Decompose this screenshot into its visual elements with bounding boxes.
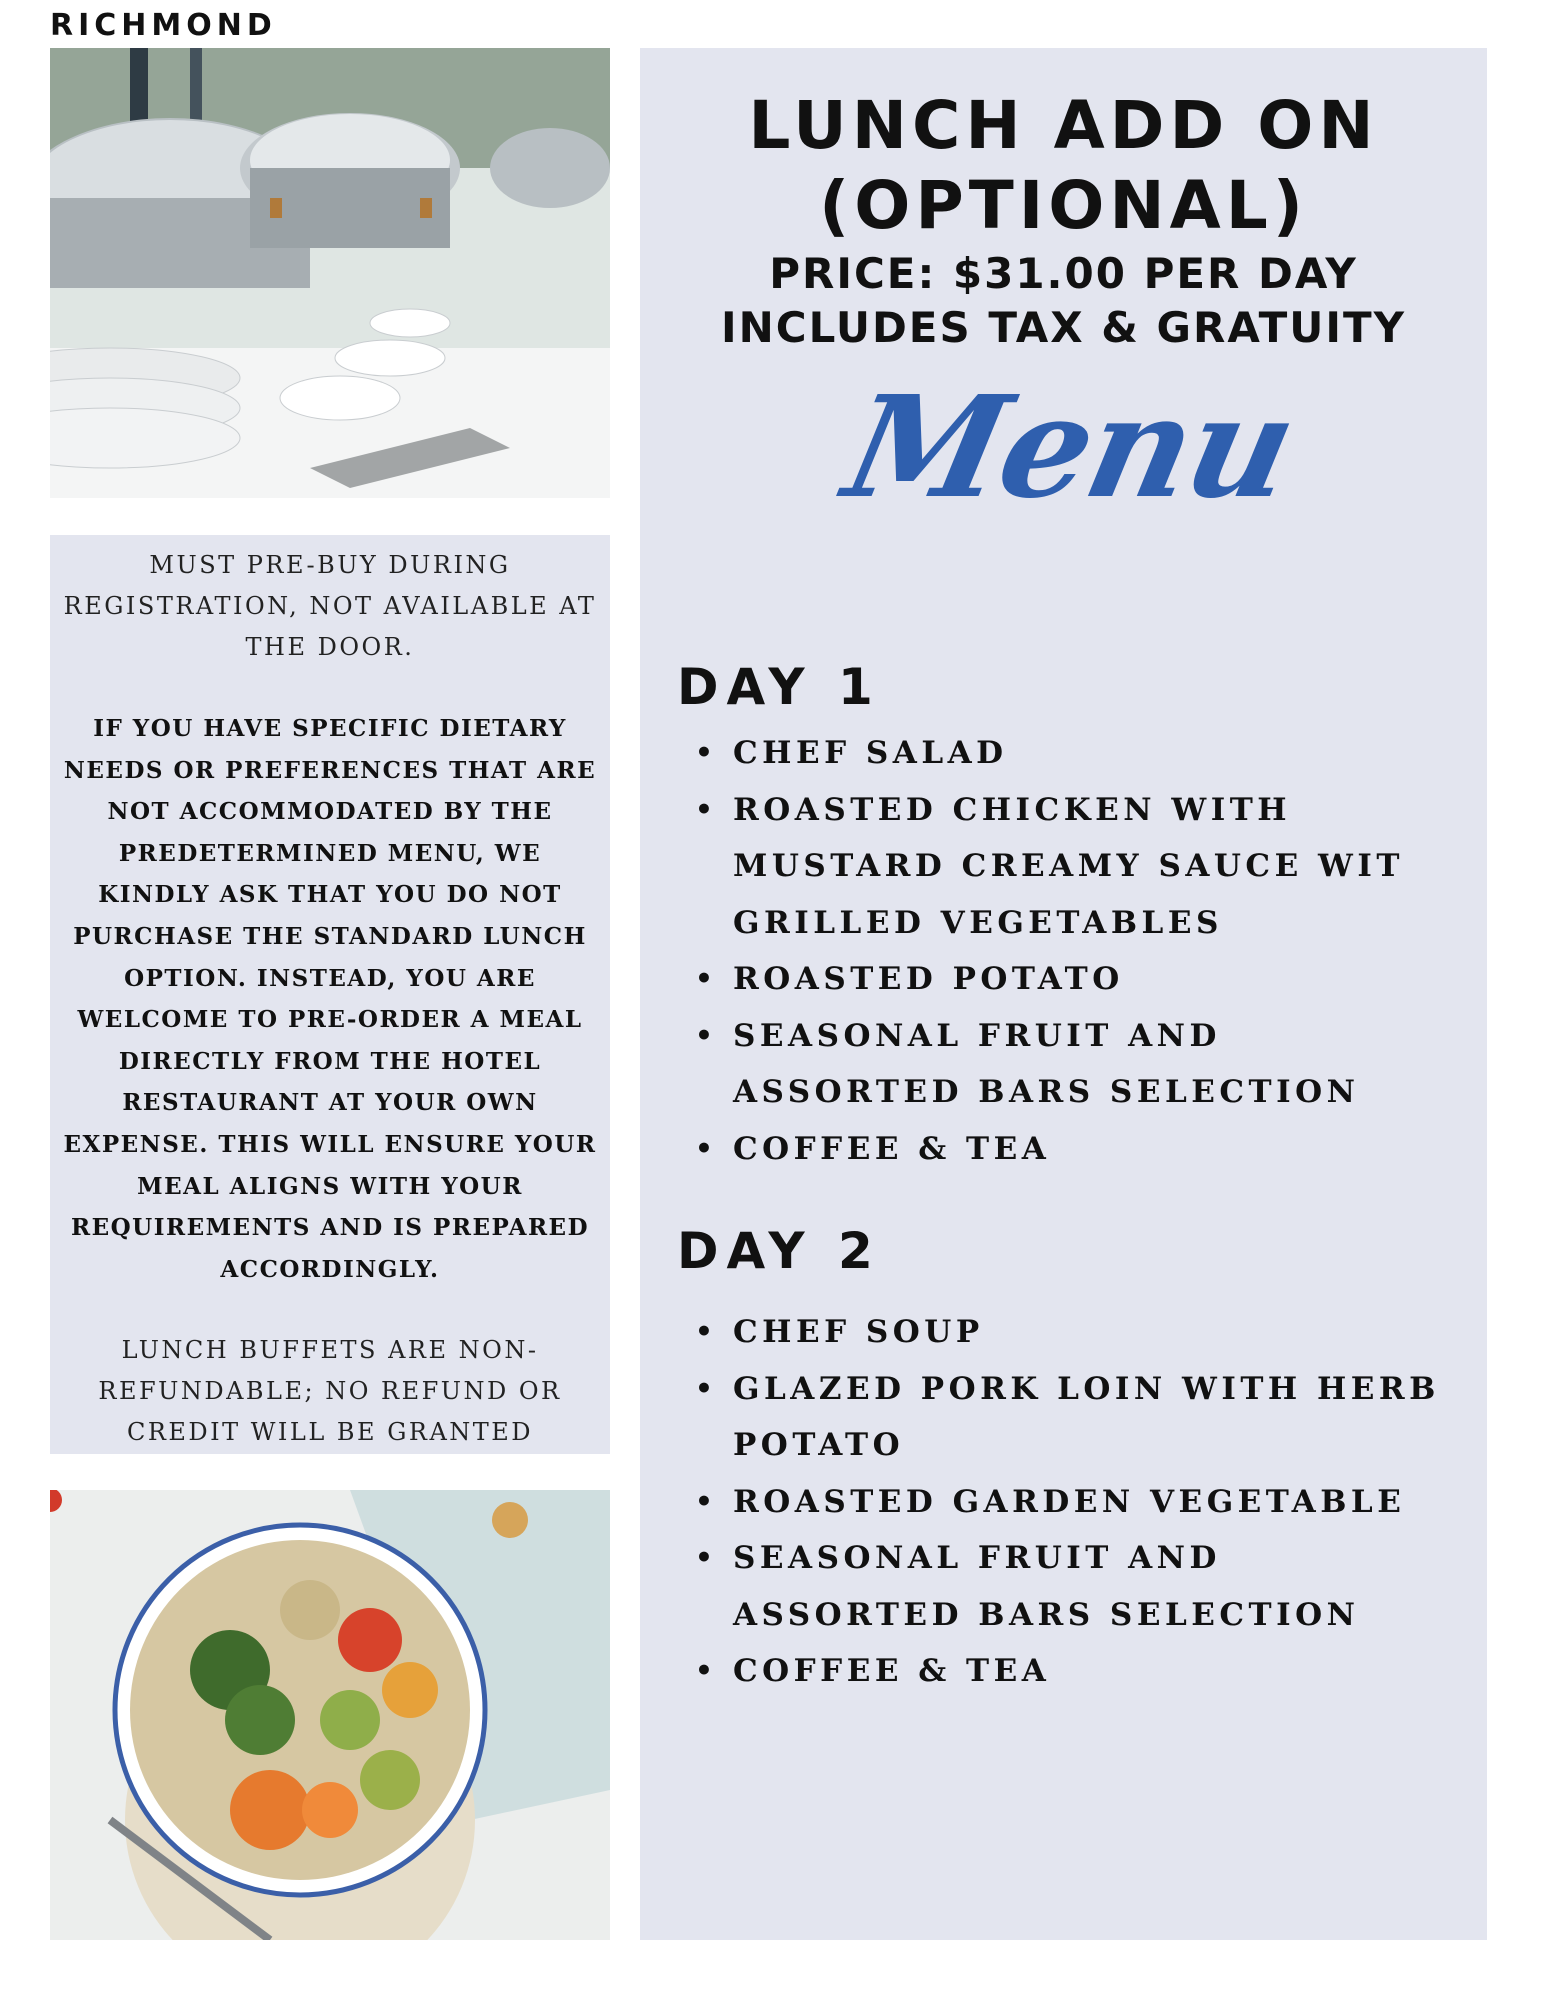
day-2-heading: DAY 2	[677, 1222, 881, 1280]
refund-notice: LUNCH BUFFETS ARE NON-REFUNDABLE; NO REFUND OR CREDIT WILL BE GRANTED	[98, 1336, 562, 1447]
tax-note: INCLUDES TAX & GRATUITY	[720, 303, 1407, 352]
list-item: • GLAZED PORK LOIN WITH HERB POTATO	[695, 1361, 1455, 1474]
list-item: • CHEF SOUP	[695, 1304, 1455, 1361]
menu-script-title	[832, 348, 1308, 568]
food-bowl-photo	[50, 1490, 610, 1940]
list-item: • COFFEE & TEA	[695, 1121, 1455, 1178]
day-1-heading: DAY 1	[677, 658, 881, 716]
dietary-notice: IF YOU HAVE SPECIFIC DIETARY NEEDS OR PREFERENCES THAT ARE NOT ACCOMMODATED BY THE PREDETERMINED MENU, WE KINDLY ASK THAT YOU DO NOT PURCHASE THE STANDARD LUNCH OPTION. INSTEAD, YOU ARE WELCOME TO PRE-ORDER A MEAL DIRECTLY FROM THE HOTEL RESTAURANT AT YOUR OWN EXPENSE. THIS WILL ENSURE YOUR MEAL ALIGNS WITH YOUR REQUIREMENTS AND IS PREPARED ACCORDINGLY.	[63, 715, 597, 1283]
prebuy-notice: MUST PRE-BUY DURING REGISTRATION, NOT AVAILABLE AT THE DOOR.	[63, 551, 597, 661]
list-item: • ROASTED POTATO	[695, 951, 1455, 1008]
location-title: RICHMOND	[50, 8, 277, 43]
buffet-photo	[50, 48, 610, 498]
title-line-1: LUNCH ADD ON	[748, 87, 1379, 164]
list-item: • ROASTED GARDEN VEGETABLE	[695, 1474, 1455, 1531]
list-item: • ROASTED CHICKEN WITH MUSTARD CREAMY SAUCE WIT GRILLED VEGETABLES	[695, 782, 1455, 952]
day-2-menu-list	[695, 1304, 1455, 1700]
price-line: PRICE: $31.00 PER DAY	[769, 249, 1358, 298]
list-item: • COFFEE & TEA	[695, 1643, 1455, 1700]
list-item: • CHEF SALAD	[695, 725, 1455, 782]
title-line-2: (OPTIONAL)	[819, 167, 1308, 244]
menu-script-text: Menu	[832, 366, 1308, 530]
day-1-menu-list	[695, 725, 1455, 1177]
list-item: • SEASONAL FRUIT AND ASSORTED BARS SELECTION	[695, 1008, 1455, 1121]
menu-panel	[640, 48, 1487, 1940]
notice-box	[50, 535, 610, 1454]
list-item: • SEASONAL FRUIT AND ASSORTED BARS SELECTION	[695, 1530, 1455, 1643]
